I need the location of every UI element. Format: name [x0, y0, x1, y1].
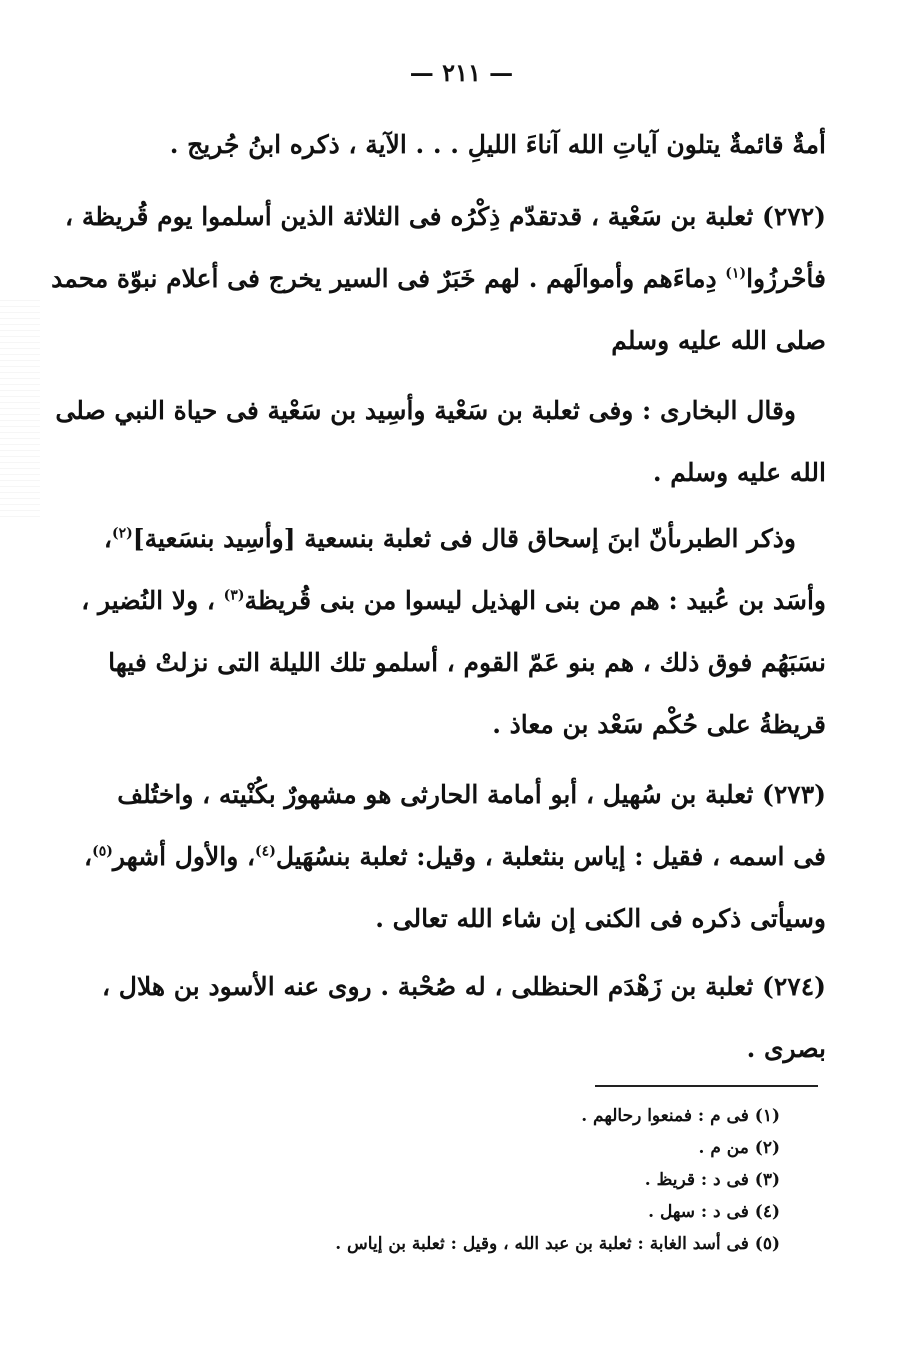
footnote-ref-3: (٣)	[223, 587, 245, 604]
footnote-divider	[595, 1085, 818, 1087]
entry-273	[83, 764, 826, 950]
footnotes	[300, 1100, 780, 1260]
text-segment: وذكر الطبرىأنّ ابنَ إسحاق قال فى ثعلبة بنسعية [وأسِيد بنسَعية]	[132, 524, 796, 553]
text-segment: ، والأول أشهر	[112, 842, 256, 871]
entry-272	[51, 186, 826, 372]
text-segment: فى اسمه ، فقيل : إياس بنثعلبة ، وقيل: ثعلبة بنسُهَيل	[275, 842, 826, 871]
text-segment: وأسَد بن عُبيد : هم من بنى الهذيل ليسوا من بنى قُريظة	[244, 586, 826, 615]
text-line	[103, 508, 826, 570]
paragraph-continuation	[158, 114, 826, 176]
footnote: (١) فى م : فمنعوا رحالهم .	[581, 1106, 780, 1126]
text-line	[51, 248, 826, 310]
footnote: (٣) فى د : قريظ .	[644, 1170, 780, 1190]
footnote: (٤) فى د : سهل .	[648, 1202, 780, 1222]
text-line: نسَبَهُم فوق ذلك ، هم بنو عَمّ القوم ، أسلمو تلك الليلة التى نزلتْ فيها	[108, 648, 826, 677]
text-line: الله عليه وسلم .	[652, 458, 826, 487]
paragraph-bukhari	[55, 380, 826, 504]
footnote-ref-5: (٥)	[92, 843, 113, 860]
entry-274	[102, 956, 826, 1080]
text-line	[83, 826, 826, 888]
text-segment: دِماءَهم وأموالَهم . لهم خَبَرٌ فى السير يخرج فى أعلام نبوّة محمد	[51, 264, 726, 293]
footnote-ref-1: (١)	[725, 265, 747, 282]
text-line: بصرى .	[746, 1034, 826, 1063]
footnote: (٥) فى أسد الغابة : ثعلبة بن عبد الله ، وقيل : ثعلبة بن إياس .	[335, 1234, 780, 1254]
text-line: (٢٧٤) ثعلبة بن زَهْدَم الحنظلى ، له صُحْبة . روى عنه الأسود بن هلال ،	[102, 972, 826, 1001]
footnote: (٢) من م .	[698, 1138, 780, 1158]
text-line: (٢٧٣) ثعلبة بن سُهيل ، أبو أمامة الحارثى هو مشهورٌ بكُنْيته ، واختُلف	[117, 780, 826, 809]
text-line	[81, 570, 826, 632]
text-line: أمةٌ قائمةٌ يتلون آياتِ الله آناءَ الليلِ . . . الآية ، ذكره ابنُ جُريج .	[169, 130, 826, 159]
text-line: قريظةُ على حُكْم سَعْد بن معاذ .	[492, 710, 826, 739]
text-line: صلى الله عليه وسلم	[611, 326, 826, 355]
footnote-ref-4: (٤)	[255, 843, 276, 860]
footnote-ref-2: (٢)	[111, 525, 133, 542]
text-segment: فأحْرزُوا	[746, 264, 826, 293]
scan-artifact	[0, 300, 40, 520]
text-segment: ،	[83, 842, 93, 871]
text-line: وسيأتى ذكره فى الكنى إن شاء الله تعالى .	[375, 904, 826, 933]
paragraph-tabari	[81, 508, 826, 756]
text-segment: ،	[103, 524, 112, 553]
text-line: وقال البخارى : وفى ثعلبة بن سَعْية وأسِيد بن سَعْية فى حياة النبي صلى	[55, 396, 796, 425]
text-segment: ، ولا النُضير ،	[81, 586, 224, 615]
text-line: (٢٧٢) ثعلبة بن سَعْية ، قدتقدّم ذِكْرُه فى الثلاثة الذين أسلموا يوم قُريظة ،	[65, 202, 826, 231]
page-number: — ٢١١ —	[409, 58, 514, 87]
